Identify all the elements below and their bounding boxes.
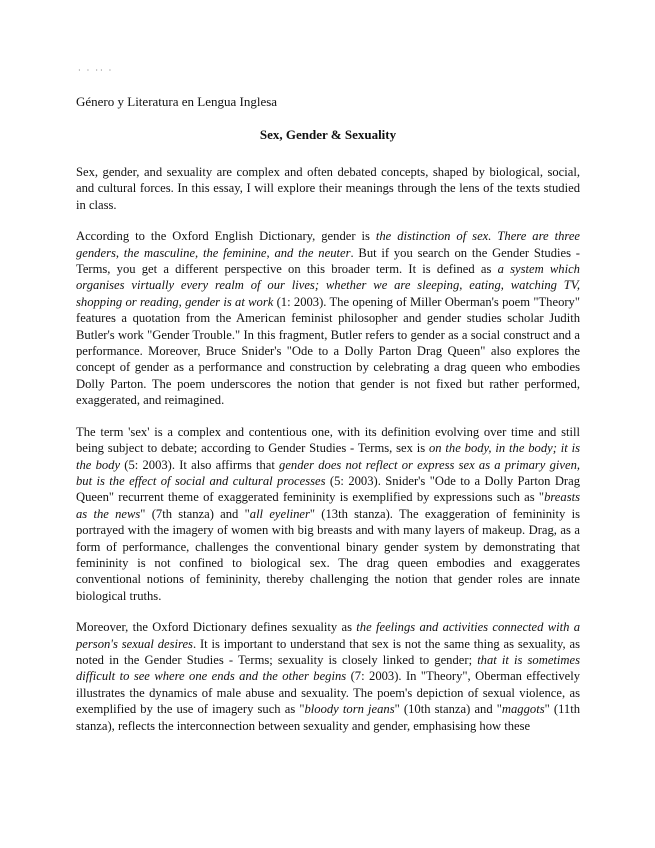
- essay-title: Sex, Gender & Sexuality: [259, 127, 397, 142]
- quote-italic: gender does not reflect or express sex as a primary given, but is the effect of social and cultural processes: [76, 457, 581, 488]
- text-run: . But if you search on the Gender Studies - Terms, you get a different perspective on this broader term. It is defined as: [76, 245, 580, 277]
- text-run: . It is important to understand that sex is not the same thing as sexuality, as noted in the Gender Studies - Terms; sexuality is closely linked to gender;: [76, 636, 580, 667]
- text-run: (1: 2003). The opening of Miller Oberman's poem "Theory" features a quotation from the American feminist philosopher and gender studies scholar Judith Butler's work "Gender Trouble." In this fragment, Butler refers to gender as a social construct and a performance. Moreover, Bruce Snider's "Ode to a Dolly Parton Drag Queen" also explores the concept of gender as a performance and construction by celebrating a drag queen who embodies Dolly Parton. The poem underscores the notion that gender is not fixed but rather performed, exaggerated, and reimagined.: [76, 294, 580, 408]
- paragraph-gender: [76, 228, 580, 408]
- quote-italic: the distinction of sex. There are three genders, the masculine, the feminine, and the neuter: [76, 229, 580, 260]
- text-run: According to the Oxford English Dictionary, gender is: [76, 229, 376, 244]
- quote-italic: bloody torn jeans: [304, 702, 395, 717]
- paragraph-sex: [76, 424, 580, 604]
- quote-italic: maggots: [501, 702, 545, 717]
- text-run: The term 'sex' is a complex and contentious one, with its definition evolving over time and still being subject to debate; according to Gender Studies - Terms, sex is: [76, 424, 580, 456]
- text-run: " (7th stanza) and ": [140, 506, 250, 521]
- text-run: " (11th stanza), reflects the interconnection between sexuality and gender, emphasising how these: [76, 702, 580, 733]
- text-run: Moreover, the Oxford Dictionary defines sexuality as: [76, 620, 357, 635]
- text-run: " (10th stanza) and ": [394, 702, 502, 717]
- essay-body: [76, 164, 580, 749]
- quote-italic: a system which organises virtually every realm of our lives; whether we are sleeping, eating, watching TV, shopping or reading, gender is at work: [76, 262, 580, 309]
- paragraph-intro: Sex, gender, and sexuality are complex and often debated concepts, shaped by biological, social, and cultural forces. In this essay, I will explore their meanings through the lens of the texts studied in class.: [76, 165, 580, 212]
- quote-italic: that it is sometimes difficult to see where one ends and the other begins: [76, 652, 580, 684]
- text-run: (5: 2003). Snider's "Ode to a Dolly Parton Drag Queen" recurrent theme of exaggerated femininity is exemplified by expressions such as ": [76, 473, 580, 505]
- paragraph-sexuality: [76, 619, 580, 734]
- course-name: Género y Literatura en Lengua Inglesa: [76, 94, 278, 109]
- quote-italic: the feelings and activities connected with a person's sexual desires: [76, 620, 580, 651]
- text-run: (7: 2003). In "Theory", Oberman effectively illustrates the dynamics of male abuse and sexuality. The poem's depiction of sexual violence, as exemplified by the use of imagery such as ": [76, 669, 580, 717]
- quote-italic: breasts as the news: [76, 490, 580, 521]
- quote-italic: all eyeliner: [249, 506, 310, 521]
- text-run: " (13th stanza). The exaggeration of femininity is portrayed with the imagery of women with big breasts and with many layers of makeup. Drag, as a form of performance, challenges the conventional binary gender system by demonstrating that femininity is not confined to biological sex. The drag queen embodies and exaggerates conventional notions of femininity, thereby challenging the notion that gender roles are innate biological truths.: [76, 506, 580, 603]
- quote-italic: on the body, in the body; it is the body: [76, 441, 580, 472]
- header-marks: · · ·· ·: [78, 66, 114, 75]
- text-run: (5: 2003). It also affirms that: [120, 457, 280, 472]
